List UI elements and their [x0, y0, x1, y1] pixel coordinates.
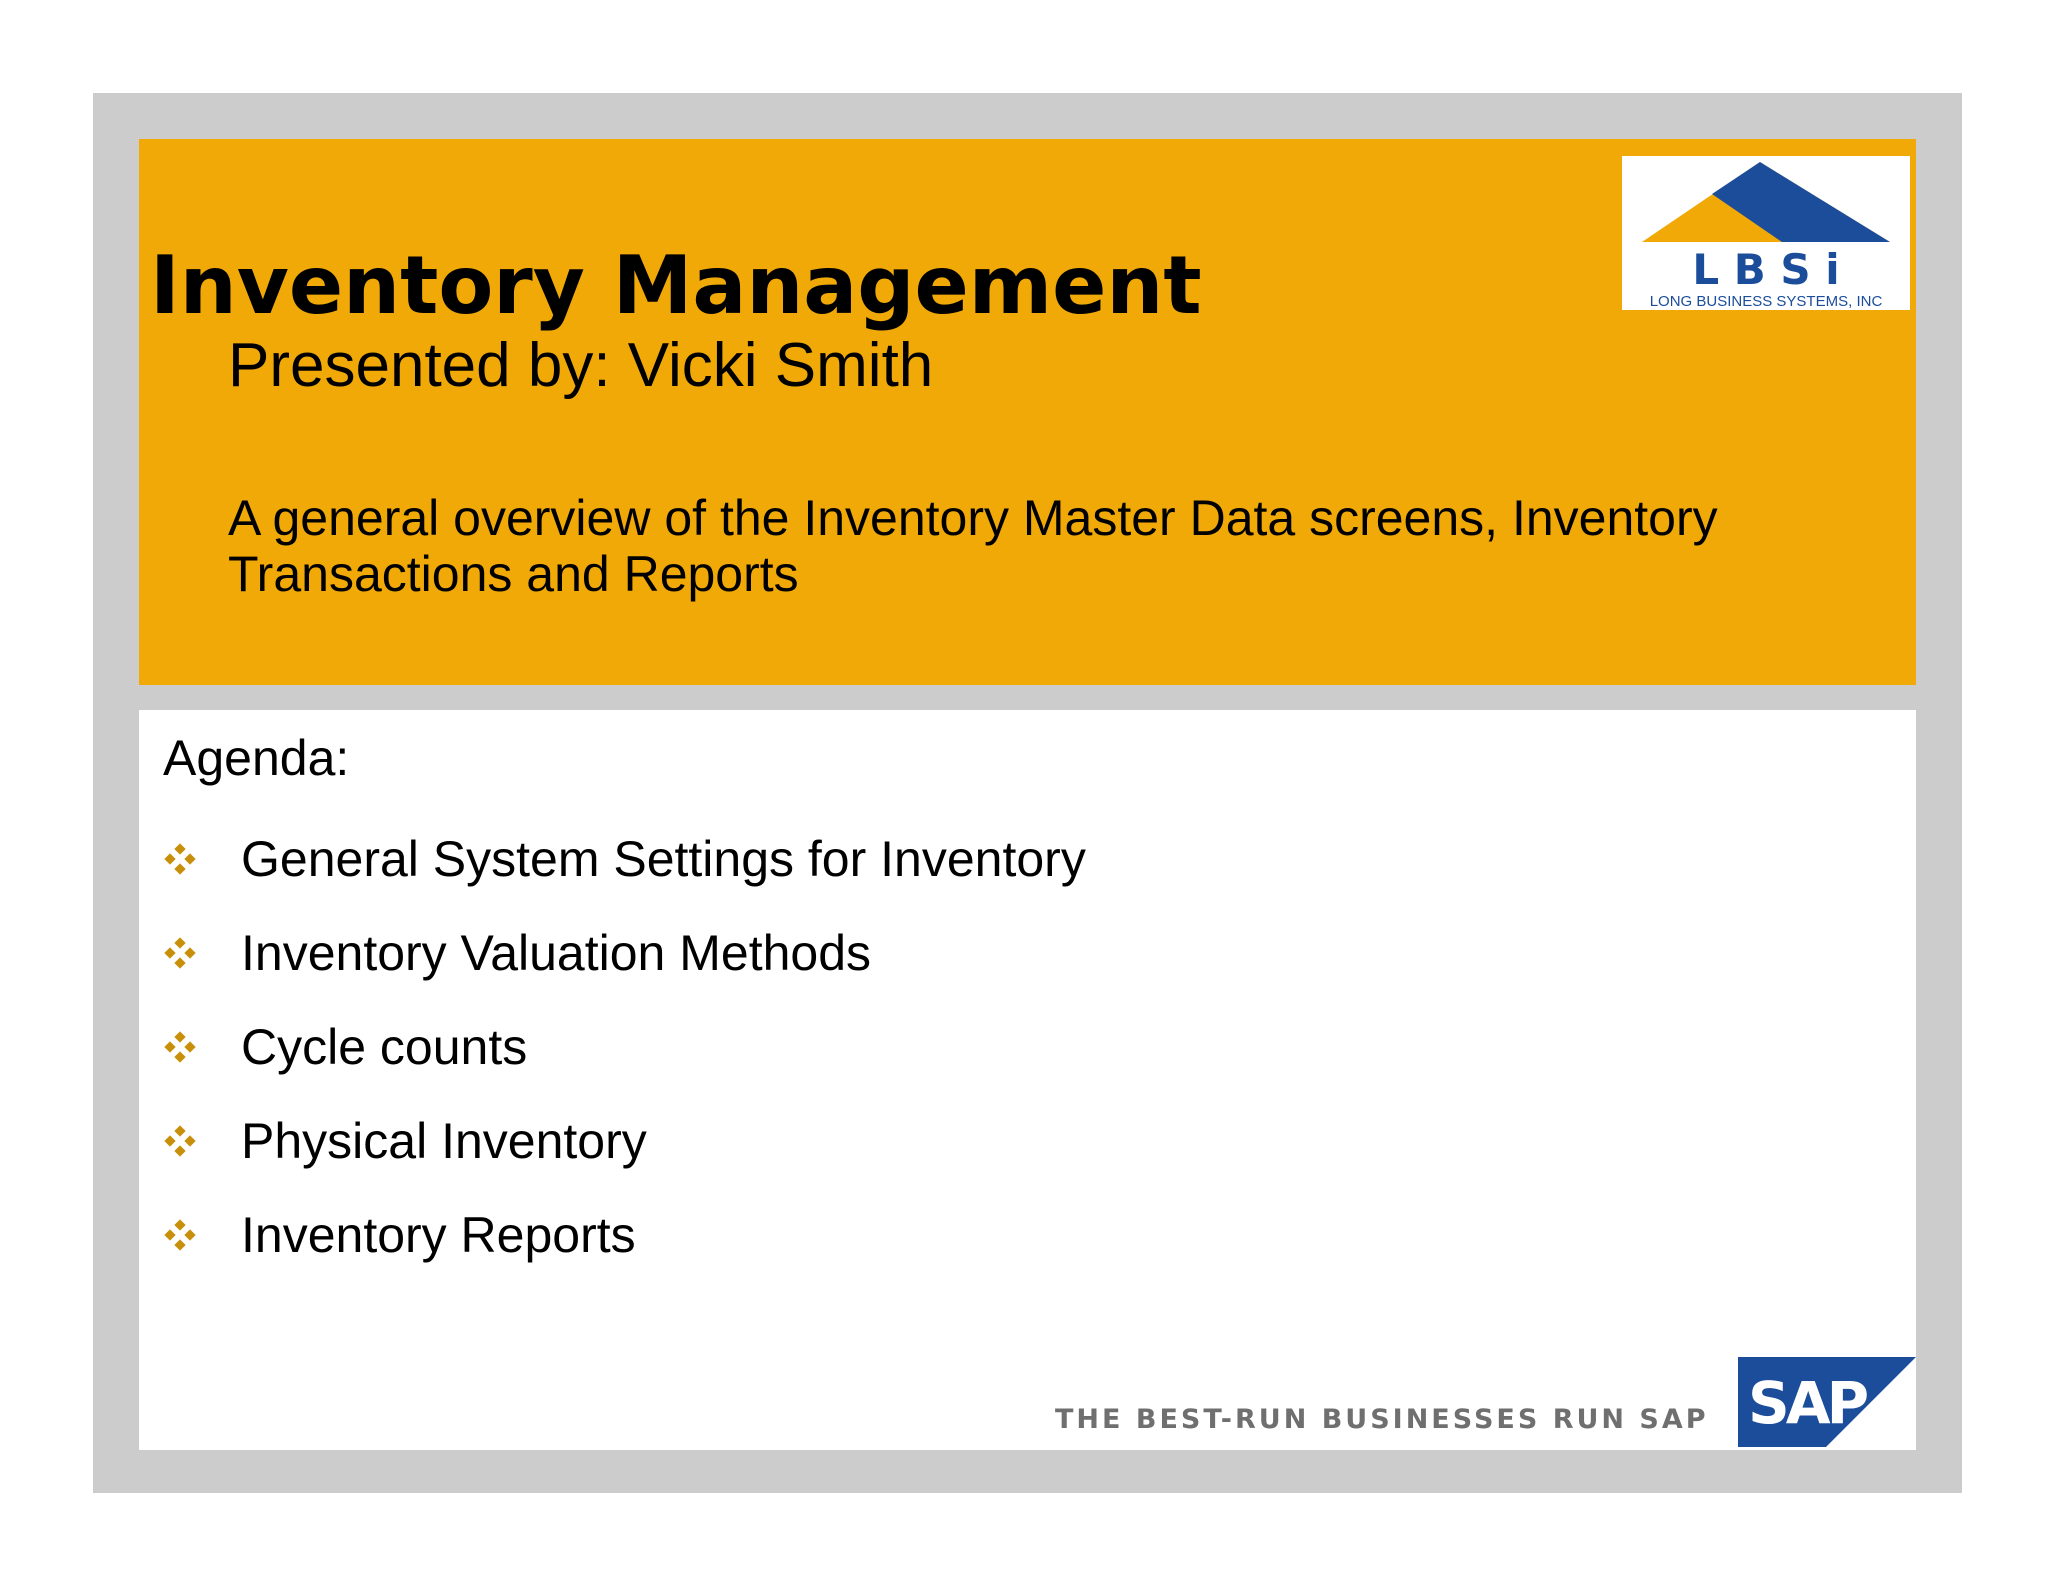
agenda-item — [163, 1188, 1086, 1282]
diamond-bullet-icon — [163, 1218, 241, 1252]
sap-logo — [1738, 1357, 1916, 1447]
diamond-bullet-icon — [163, 1030, 241, 1064]
agenda-item-text: General System Settings for Inventory — [241, 831, 1086, 887]
agenda-item-text: Inventory Valuation Methods — [241, 925, 872, 981]
agenda-list — [163, 812, 1086, 1282]
agenda-item-text: Cycle counts — [241, 1019, 528, 1075]
diamond-bullet-icon — [163, 936, 241, 970]
agenda-item — [163, 812, 1086, 906]
sap-tagline: THE BEST-RUN BUSINESSES RUN SAP — [1055, 1404, 1709, 1435]
agenda-item — [163, 1000, 1086, 1094]
agenda-item — [163, 1094, 1086, 1188]
agenda-title: Agenda: — [163, 730, 350, 786]
lbsi-logo-text: L B S i — [1692, 245, 1840, 294]
agenda-item — [163, 906, 1086, 1000]
slide-title: Inventory Management — [150, 239, 1202, 332]
diamond-bullet-icon — [163, 1124, 241, 1158]
agenda-item-text: Physical Inventory — [241, 1113, 647, 1169]
slide-description: A general overview of the Inventory Master Data screens, Inventory Transactions and Reports — [228, 490, 1718, 602]
diamond-bullet-icon — [163, 842, 241, 876]
lbsi-logo — [1622, 156, 1910, 310]
presenter-line: Presented by: Vicki Smith — [228, 331, 934, 400]
lbsi-logo-subtitle: LONG BUSINESS SYSTEMS, INC — [1649, 293, 1883, 310]
sap-logo-text: SAP — [1748, 1369, 1866, 1437]
agenda-item-text: Inventory Reports — [241, 1207, 636, 1263]
